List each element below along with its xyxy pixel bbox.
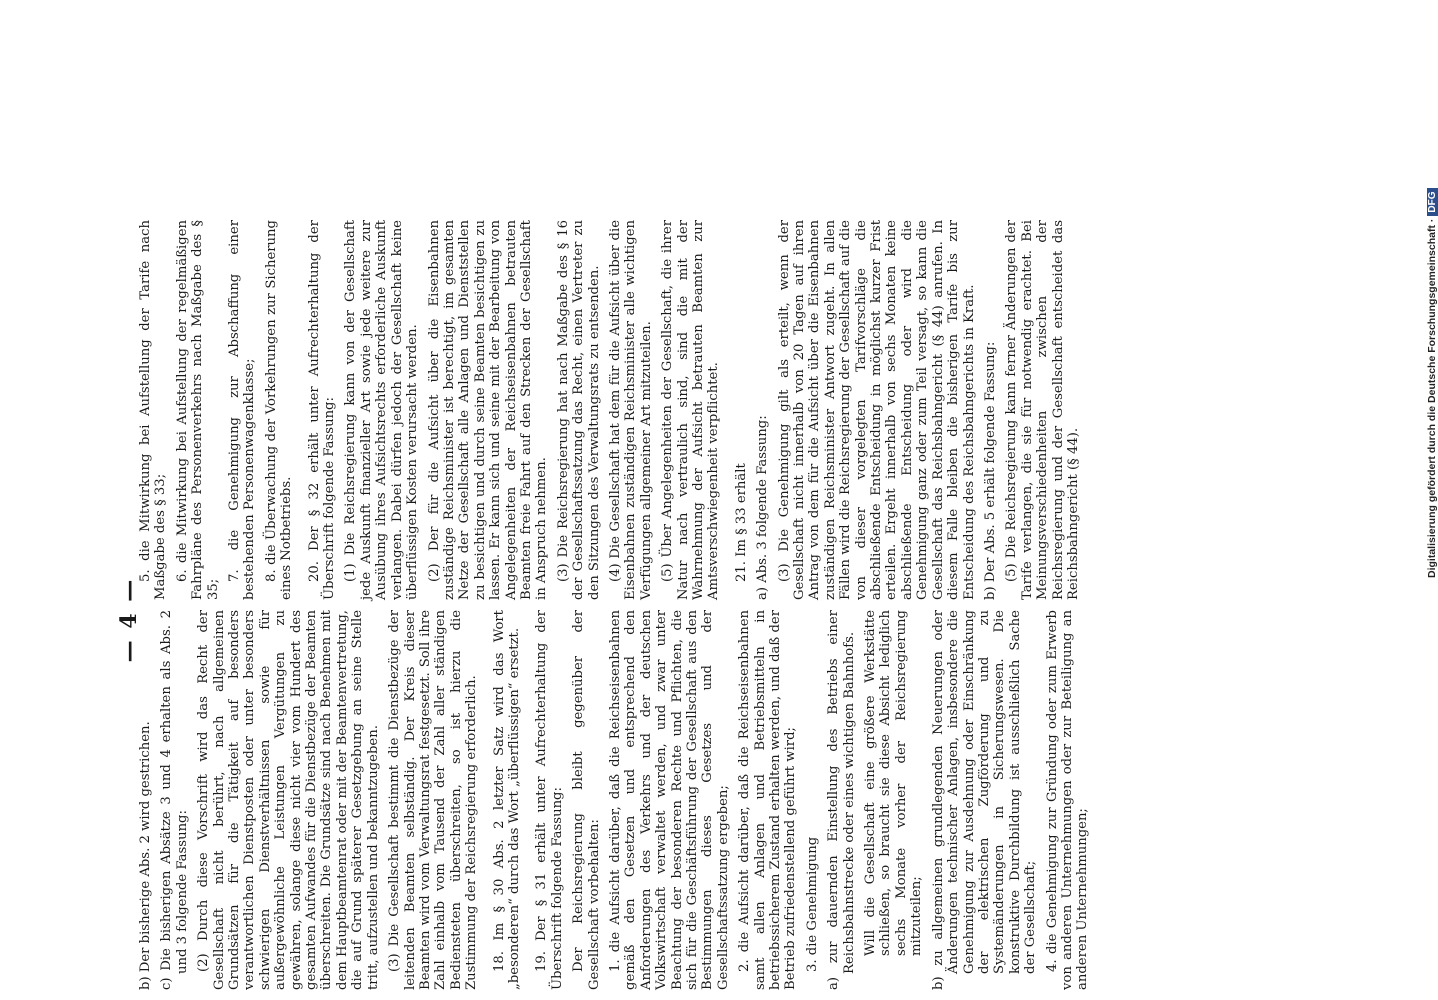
paragraph: Der Reichsregierung bleibt gegenüber der Gesellschaft vorbehalten: [571,610,602,990]
dfg-logo: DFG [1427,189,1438,216]
paragraph: 19. Der § 31 erhält unter Aufrechterhaltung der Überschrift folgende Fassung: [534,610,565,990]
paragraph: 5. die Mitwirkung bei Aufstellung der Tarife nach Maßgabe des § 33; [138,220,169,600]
paragraph: Will die Gesellschaft eine größere Werkstätte schließen, so braucht sie diese Absicht lediglich sechs Monate vorher der Reichsregierung mitzuteilen; [863,610,925,956]
page-number: — 4 — [116,577,142,663]
paragraph: (4) Die Gesellschaft hat dem für die Aufsicht über die Eisenbahnen zuständigen Reichsminister alle wichtigen Verfügungen allgemeiner Art mitzuteilen. [607,220,654,600]
paragraph: 21. Im § 33 erhält [733,463,749,582]
paragraph: b) Der bisherige Abs. 2 wird gestrichen. [138,721,153,990]
paragraph: c) Die bisherigen Absätze 3 und 4 erhalten als Abs. 2 und 3 folgende Fassung: [159,610,190,990]
paragraph: (3) Die Genehmigung gilt als erteilt, wenn der Gesellschaft nicht innerhalb von 20 Tagen auf ihren Antrag von dem für die Aufsicht über die Eisenbahnen zuständigen Reichsminister Antwort zugeht. In allen Fällen wird die Reichsregierung der Gesellschaft auf die von dieser vorgelegten Tarifvorschläge die abschließende Entscheidung in möglichst kurzer Frist erteilen. Ergeht innerhalb von sechs Monaten keine abschließende Entscheidung oder wird die Genehmigung ganz oder zum Teil versagt, so kann die Gesellschaft das Reichsbahngericht (§ 44) anrufen. In diesem Falle bleiben die bisherigen Tarife bis zur Entscheidung des Reichsbahngerichts in Kraft. [776,220,977,600]
paragraph: 4. die Genehmigung zur Gründung oder zum Erwerb von anderen Unternehmungen oder zur Beteiligung an anderen Unternehmungen; [1044,610,1091,990]
paragraph: 6. die Mitwirkung bei Aufstellung der regelmäßigen Fahrpläne des Personenverkehrs nach Maßgabe des § 35; [174,220,221,600]
paragraph: 1. die Aufsicht darüber, daß die Reichseisenbahnen gemäß den Gesetzen und entsprechend den Anforderungen des Verkehrs und der deutschen Volkswirtschaft verwaltet werden, und zwar unter Beachtung der besonderen Rechte und Pflichten, die sich für die Geschäftsführung der Gesellschaft aus den Bestimmungen dieses Gesetzes und der Gesellschaftssatzung ergeben; [607,610,731,990]
document-page [110,0,1410,1000]
paragraph: 3. die Genehmigung [804,836,820,972]
paragraph: (1) Die Reichsregierung kann von der Gesellschaft jede Auskunft finanzieller Art sowie jede weitere zur Ausübung ihres Aufsichtsrechts erforderliche Auskunft verlangen. Dabei dürfen jedoch der Gesellschaft keine überflüssigen Kosten verursacht werden. [343,220,421,600]
paragraph: (3) Die Gesellschaft bestimmt die Dienstbezüge der leitenden Beamten selbständig. Der Kreis dieser Beamten wird vom Verwaltungsrat festgesetzt. Soll ihre Zahl einhalb vom Tausend der Zahl aller ständigen Bediensteten überschreiten, so ist hierzu die Zustimmung der Reichsregierung erforderlich. [387,610,480,990]
paragraph: b) Der Abs. 5 erhält folgende Fassung: [982,341,998,600]
paragraph: b) zu allgemeinen grundlegenden Neuerungen oder Änderungen technischer Anlagen, insbesondere die Genehmigung zur Ausdehnung oder Einschränkung der elektrischen Zugförderung und zu Systemänderungen in Sicherungswesen. Die konstruktive Durchbildung ist ausschließlich Sache der Gesellschaft; [930,610,1039,990]
paragraph: 20. Der § 32 erhält unter Aufrechterhaltung der Überschrift folgende Fassung: [306,220,338,600]
paragraph: a) Abs. 3 folgende Fassung: [755,415,771,600]
paragraph: 7. die Genehmigung zur Abschaffung einer bestehenden Personenwagenklasse; [227,220,258,600]
paragraph: 8. die Überwachung der Vorkehrungen zur Sicherung eines Notbetriebs. [263,220,295,600]
digitization-credit [1410,8,1438,578]
paragraph: (5) Über Angelegenheiten der Gesellschaft, die ihrer Natur nach vertraulich sind, sind die mit der Wahrnehmung der Aufsicht betrauten Beamten zur Amtsverschwiegenheit verpflichtet. [660,220,722,600]
paragraph: 2. die Aufsicht darüber, daß die Reichseisenbahnen samt allen Anlagen und Betriebsmitteln in betriebssicherem Zustand erhalten werden, und daß der Betrieb zufriedenstellend geführt wird; [737,610,799,990]
right-column [138,220,1087,600]
paragraph: 18. Im § 30 Abs. 2 letzter Satz wird das Wort „besonderen“ durch das Wort „überflüssigen“ ersetzt. [491,610,522,990]
paragraph: (5) Die Reichsregierung kann ferner Änderungen der Tarife verlangen, die sie für notwendig erachtet. Bei Meinungsverschiedenheiten zwischen der Reichsregierung und der Gesellschaft entscheidet das Reichsbahngericht (§ 44). [1004,220,1081,600]
credit-text: Digitalisierung gefördert durch die Deutsche Forschungsgemeinschaft · [1426,218,1438,578]
paragraph: (2) Der für die Aufsicht über die Eisenbahnen zuständige Reichsminister ist berechtigt, im gesamten Netze der Gesellschaft alle Anlagen und Dienststellen zu besichtigen und durch seine Beamten besichtigen zu lassen. Er kann sich und seine mit der Bearbeitung von Angelegenheiten der Reichseisenbahnen betrauten Beamten freie Fahrt auf den Strecken der Gesellschaft in Anspruch nehmen. [426,220,550,600]
paragraph: a) zur dauernden Einstellung des Betriebs einer Reichsbahnstrecke oder eines wichtigen Bahnhofs. [826,610,857,990]
paragraph: (2) Durch diese Vorschrift wird das Recht der Gesellschaft nicht berührt, nach allgemeinen Grundsätzen für die Tätigkeit auf besonders verantwortlichen Dienstposten oder unter besonders schwierigen Dienstverhältnissen sowie für außergewöhnliche Leistungen Vergütungen zu gewähren, solange diese nicht vier vom Hundert des gesamten Aufwandes für die Dienstbezüge der Beamten überschreiten. Die Grundsätze sind nach Benehmen mit dem Hauptbeamtenrat oder mit der Beamtenvertretung, die auf Grund späterer Gesetzgebung an seine Stelle tritt, aufzustellen und bekanntzugeben. [196,610,381,990]
paragraph: (3) Die Reichsregierung hat nach Maßgabe des § 16 der Gesellschaftssatzung das Recht, einen Vertreter zu den Sitzungen des Verwaltungsrats zu entsenden. [555,220,602,600]
left-column [138,610,1097,990]
